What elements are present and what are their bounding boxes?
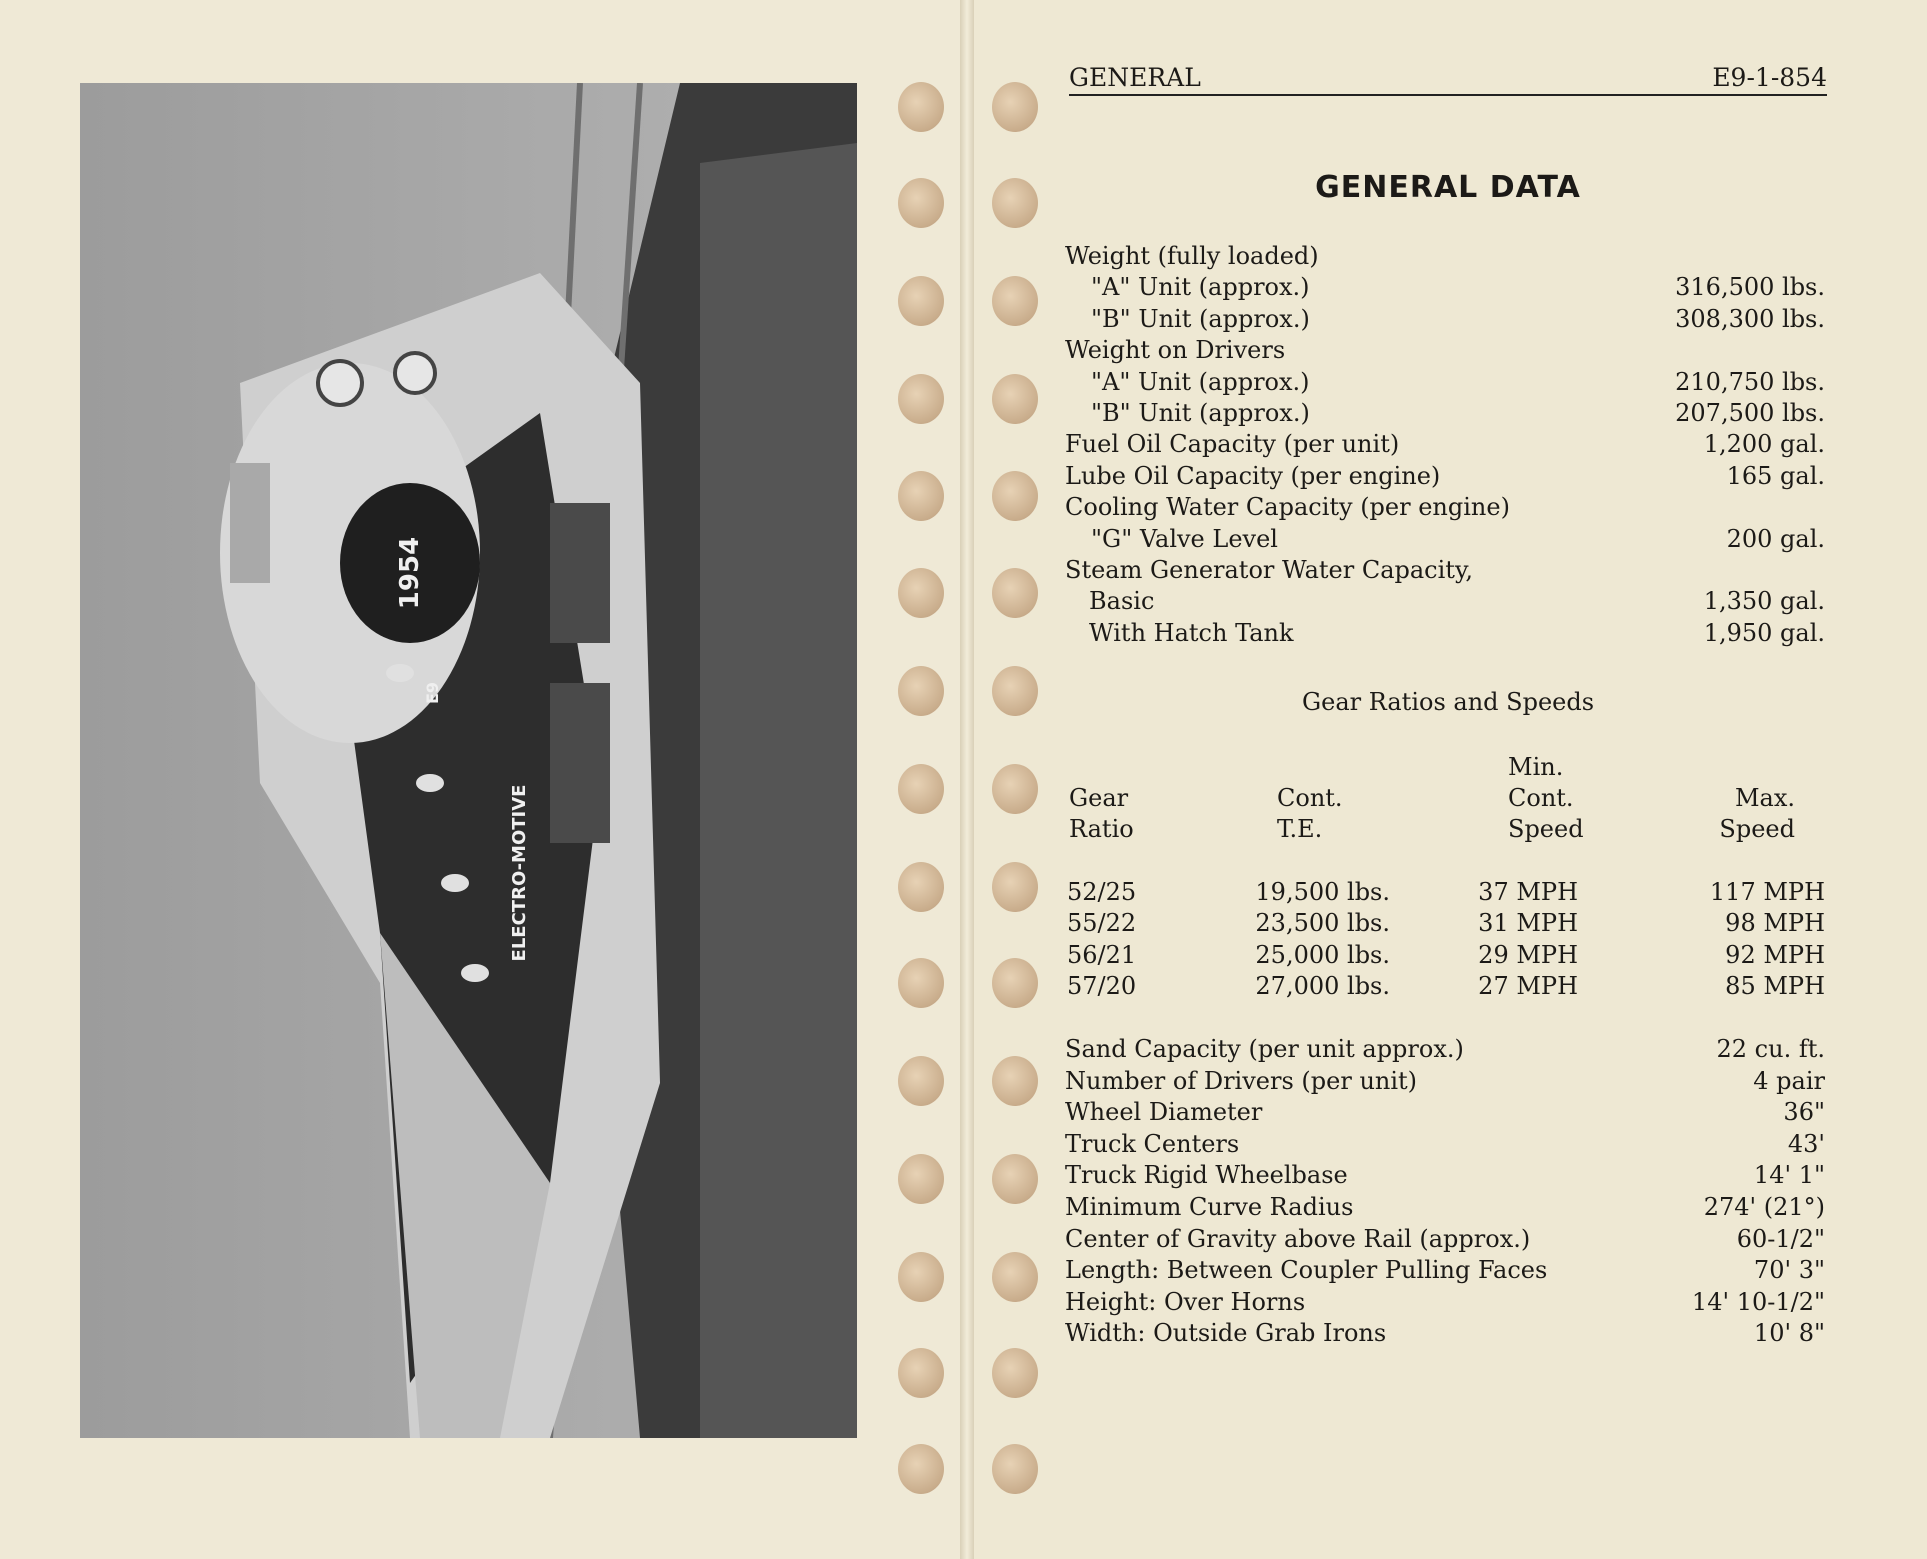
data-row xyxy=(1065,240,1825,272)
gear-table-cell: 52/25 xyxy=(1067,878,1137,906)
data-row xyxy=(1065,334,1825,366)
data-row xyxy=(1065,397,1825,429)
data-row-label: "G" Valve Level xyxy=(1091,524,1278,553)
gear-table-cell: 37 MPH xyxy=(1478,878,1578,906)
binder-hole xyxy=(992,276,1038,326)
locomotive-photo xyxy=(80,83,857,1438)
data-row-value: 316,500 lbs. xyxy=(1675,273,1825,302)
binder-hole xyxy=(898,374,944,424)
data-row-label: With Hatch Tank xyxy=(1089,618,1294,647)
gear-table-cell: 98 MPH xyxy=(1725,909,1825,938)
data-row-label: Height: Over Horns xyxy=(1065,1287,1306,1316)
binder-hole xyxy=(898,666,944,716)
gear-table-cell: 56/21 xyxy=(1067,940,1137,969)
section-label: GENERAL xyxy=(1069,63,1201,92)
data-row-label: Truck Centers xyxy=(1065,1129,1240,1158)
gear-table-cell: 117 MPH xyxy=(1709,878,1825,906)
gear-table-cell: 29 MPH xyxy=(1478,940,1578,969)
data-row-label: Steam Generator Water Capacity, xyxy=(1065,556,1473,584)
binder-hole xyxy=(992,178,1038,228)
gear-table-cell: 55/22 xyxy=(1067,909,1137,938)
data-row-value: 1,350 gal. xyxy=(1703,587,1825,616)
data-row xyxy=(1065,1159,1825,1191)
binder-hole xyxy=(898,1252,944,1302)
page-code: E9-1-854 xyxy=(1712,63,1827,92)
data-row-label: "B" Unit (approx.) xyxy=(1091,399,1310,427)
gear-table-cell: 27,000 lbs. xyxy=(1255,972,1390,1001)
gear-table-cell: Ratio xyxy=(1069,815,1134,843)
binder-hole xyxy=(898,1154,944,1204)
gear-table-cell: Speed xyxy=(1508,815,1584,843)
binder-hole xyxy=(898,178,944,228)
data-row-label: Sand Capacity (per unit approx.) xyxy=(1065,1035,1464,1063)
data-row-label: Length: Between Coupler Pulling Faces xyxy=(1065,1256,1548,1285)
binder-hole xyxy=(898,764,944,814)
data-row-value: 60-1/2" xyxy=(1736,1224,1825,1253)
binder-hole xyxy=(992,958,1038,1008)
locomotive-number: 1954 xyxy=(395,536,425,610)
binder-hole xyxy=(992,471,1038,521)
binder-hole xyxy=(992,764,1038,814)
data-row xyxy=(1065,1128,1825,1160)
data-row-label: Center of Gravity above Rail (approx.) xyxy=(1065,1224,1531,1253)
gear-table-cell: 57/20 xyxy=(1067,972,1137,1001)
data-row-value: 274' (21°) xyxy=(1703,1193,1825,1221)
data-row-value: 165 gal. xyxy=(1726,461,1825,490)
binder-hole xyxy=(898,568,944,618)
data-row xyxy=(1065,271,1825,303)
gear-table-cell: 23,500 lbs. xyxy=(1255,909,1390,938)
data-row xyxy=(1065,1317,1825,1349)
binder-hole xyxy=(898,862,944,912)
data-row-value: 10' 8" xyxy=(1753,1319,1825,1348)
data-row-label: Truck Rigid Wheelbase xyxy=(1065,1161,1348,1190)
data-row-label: Minimum Curve Radius xyxy=(1065,1193,1354,1221)
gear-table-cell: T.E. xyxy=(1277,815,1323,843)
gear-table-cell: 25,000 lbs. xyxy=(1255,940,1390,969)
binder-hole xyxy=(898,1348,944,1398)
gear-table-cell: Cont. xyxy=(1277,784,1343,812)
data-row xyxy=(1065,491,1825,523)
gear-table-cell: Cont. xyxy=(1508,784,1574,812)
gear-table-cell: 19,500 lbs. xyxy=(1255,878,1390,906)
data-row-value: 22 cu. ft. xyxy=(1716,1035,1825,1063)
data-row xyxy=(1065,554,1825,586)
data-row-label: Weight on Drivers xyxy=(1065,336,1286,365)
binder-hole xyxy=(898,1056,944,1106)
binder-hole xyxy=(992,1444,1038,1494)
binder-hole xyxy=(992,1348,1038,1398)
data-row xyxy=(1065,523,1825,555)
data-row-value: 14' 1" xyxy=(1753,1161,1825,1190)
data-row-value: 43' xyxy=(1787,1129,1825,1158)
gear-table-cell: Min. xyxy=(1508,753,1564,781)
binder-hole xyxy=(992,568,1038,618)
gear-table-cell: Speed xyxy=(1719,815,1795,843)
data-row-label: Weight (fully loaded) xyxy=(1065,242,1319,270)
data-row xyxy=(1065,303,1825,335)
gear-table-cell: 85 MPH xyxy=(1725,972,1825,1001)
data-row-value: 210,750 lbs. xyxy=(1675,367,1825,396)
data-row xyxy=(1065,1223,1825,1255)
data-row xyxy=(1065,1254,1825,1286)
data-row-value: 14' 10-1/2" xyxy=(1691,1287,1825,1316)
binder-hole xyxy=(992,82,1038,132)
data-row-value: 36" xyxy=(1783,1098,1825,1127)
data-row-value: 308,300 lbs. xyxy=(1675,304,1825,333)
gear-table-cell: Max. xyxy=(1734,784,1795,812)
data-row-value: 70' 3" xyxy=(1753,1256,1825,1285)
gear-table-cell: 92 MPH xyxy=(1725,940,1825,969)
data-row-label: "B" Unit (approx.) xyxy=(1091,304,1310,333)
binder-hole xyxy=(898,82,944,132)
data-row-label: Fuel Oil Capacity (per unit) xyxy=(1065,430,1400,459)
data-row-value: 1,950 gal. xyxy=(1703,618,1825,647)
data-row xyxy=(1065,585,1825,617)
data-row xyxy=(1065,617,1825,649)
data-row xyxy=(1065,1033,1825,1065)
binder-hole xyxy=(898,958,944,1008)
model-plate: E9 xyxy=(423,681,442,705)
data-row xyxy=(1065,460,1825,492)
builder-lettering: ELECTRO-MOTIVE xyxy=(509,784,530,962)
data-row-label: "A" Unit (approx.) xyxy=(1091,367,1310,396)
binder-hole xyxy=(992,862,1038,912)
binder-hole xyxy=(992,1154,1038,1204)
data-row xyxy=(1065,366,1825,398)
binder-hole xyxy=(898,471,944,521)
page-title: GENERAL DATA xyxy=(1315,170,1581,205)
gear-table-cell: 27 MPH xyxy=(1478,972,1578,1001)
gear-section-heading: Gear Ratios and Speeds xyxy=(1301,688,1595,716)
binder-hole xyxy=(992,1056,1038,1106)
data-row xyxy=(1065,428,1825,460)
binder-hole xyxy=(898,276,944,326)
binder-hole xyxy=(898,1444,944,1494)
gear-table-cell: 31 MPH xyxy=(1478,909,1578,938)
binder-hole xyxy=(992,374,1038,424)
binder-hole xyxy=(992,666,1038,716)
data-row xyxy=(1065,1286,1825,1318)
data-row-label: Lube Oil Capacity (per engine) xyxy=(1065,461,1441,490)
data-row-label: Width: Outside Grab Irons xyxy=(1065,1319,1387,1348)
gear-table-cell: Gear xyxy=(1069,784,1129,812)
page-gutter xyxy=(960,0,974,1559)
data-row-value: 207,500 lbs. xyxy=(1675,399,1825,427)
data-row-value: 1,200 gal. xyxy=(1703,430,1825,459)
data-row xyxy=(1065,1065,1825,1097)
page-header xyxy=(1069,64,1827,96)
data-row-label: "A" Unit (approx.) xyxy=(1091,273,1310,302)
data-row-label: Cooling Water Capacity (per engine) xyxy=(1065,493,1510,522)
data-row-label: Basic xyxy=(1089,587,1155,616)
binder-hole xyxy=(992,1252,1038,1302)
data-row xyxy=(1065,1096,1825,1128)
data-row xyxy=(1065,1191,1825,1223)
data-row-value: 4 pair xyxy=(1753,1066,1825,1095)
data-row-label: Number of Drivers (per unit) xyxy=(1065,1066,1418,1095)
data-row-label: Wheel Diameter xyxy=(1065,1098,1263,1127)
data-row-value: 200 gal. xyxy=(1726,524,1825,553)
